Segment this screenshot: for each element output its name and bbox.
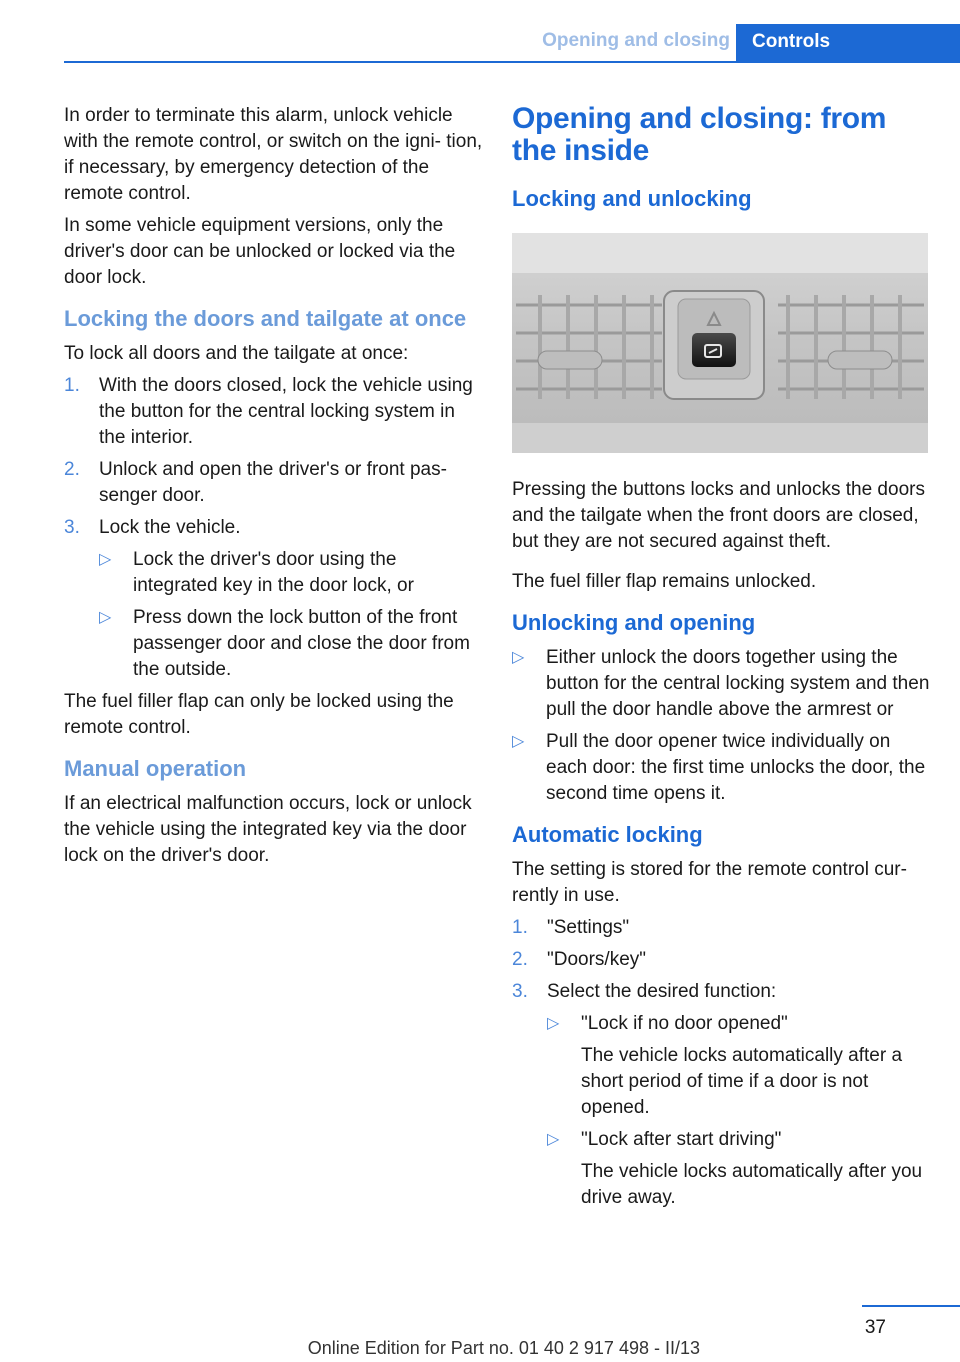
step-text: With the doors closed, lock the vehicle using the button for the central locking system in the interior. [99, 375, 473, 448]
list-item [64, 373, 484, 451]
step-text: "Doors/key" [547, 949, 647, 970]
step-number: 1. [512, 917, 528, 938]
list-item [64, 457, 484, 509]
triangle-bullet-icon: ▷ [512, 649, 525, 666]
step-text: Lock the vehicle. [99, 517, 241, 538]
triangle-bullet-icon: ▷ [99, 551, 112, 568]
list-item [512, 915, 932, 941]
fuel-note: The fuel filler flap can only be locked using the remote control. [64, 691, 454, 738]
option-description: The vehicle locks automatically after you drive away. [581, 1161, 923, 1208]
header-chapter-tab: Controls [736, 24, 960, 61]
list-item [99, 605, 484, 683]
unlocking-bullet-list [512, 645, 932, 807]
page-number: 37 [864, 1317, 886, 1338]
step-number: 3. [64, 517, 80, 538]
step-text: Unlock and open the driver's or front pas- senger door. [99, 459, 447, 506]
locking-once-heading: Locking the doors and tailgate at once [64, 306, 467, 331]
edition-footer: Online Edition for Part no. 01 40 2 917 498 - II/13 [307, 1338, 700, 1358]
central-locking-button-image [512, 233, 928, 453]
sub-bullet-text: Press down the lock button of the front passenger door and close the door from the outside. [133, 607, 470, 680]
bullet-text: Pull the door opener twice individually on each door: the first time unlocks the door, the second time opens it. [546, 731, 926, 804]
step-text: "Settings" [547, 917, 630, 938]
automatic-locking-heading: Automatic locking [512, 822, 703, 847]
triangle-bullet-icon: ▷ [547, 1015, 560, 1032]
locking-unlocking-heading: Locking and unlocking [512, 186, 752, 211]
step-number: 2. [64, 459, 80, 480]
sub-bullet-text: Lock the driver's door using the integrated key in the door lock, or [133, 549, 414, 596]
automatic-locking-steps [512, 915, 932, 1211]
list-item [512, 729, 932, 807]
triangle-bullet-icon: ▷ [99, 609, 112, 626]
list-item [512, 645, 932, 723]
locking-once-intro: To lock all doors and the tailgate at once: [64, 343, 409, 364]
intro-paragraph-1: In order to terminate this alarm, unlock vehicle with the remote control, or switch on the igni- tion, if necessary, by emergency detection of the remote control. [64, 105, 483, 204]
list-item [64, 515, 484, 683]
step-number: 2. [512, 949, 528, 970]
unlocking-opening-heading: Unlocking and opening [512, 610, 756, 635]
header-rule [64, 61, 960, 63]
option-title: "Lock if no door opened" [581, 1013, 788, 1034]
step-number: 1. [64, 375, 80, 396]
fuel-flap-text: The fuel filler flap remains unlocked. [512, 571, 817, 592]
function-options-list [547, 1011, 932, 1211]
list-item [547, 1127, 932, 1211]
manual-operation-heading: Manual operation [64, 756, 247, 781]
manual-operation-text: If an electrical malfunction occurs, lock or unlock the vehicle using the integrated key via the door lock on the driver's door. [64, 793, 472, 866]
bullet-text: Either unlock the doors together using the button for the central locking system and then pull the door handle above the armrest or [546, 647, 930, 720]
locking-steps-list [64, 373, 484, 683]
page-title: Opening and closing: from the inside [512, 102, 887, 167]
automatic-locking-intro: The setting is stored for the remote control cur- rently in use. [512, 859, 907, 906]
step-sub-list [99, 547, 484, 683]
intro-paragraph-2: In some vehicle equipment versions, only the driver's door can be unlocked or locked via the door lock. [64, 215, 456, 288]
triangle-bullet-icon: ▷ [512, 733, 525, 750]
option-description: The vehicle locks automatically after a short period of time if a door is not opened. [581, 1045, 903, 1118]
list-item [512, 979, 932, 1211]
triangle-bullet-icon: ▷ [547, 1131, 560, 1148]
step-number: 3. [512, 981, 528, 1002]
header-section-title: Opening and closing [542, 30, 730, 51]
list-item [547, 1011, 932, 1121]
footer-rule [862, 1305, 960, 1307]
left-column [64, 103, 484, 875]
step-text: Select the desired function: [547, 981, 777, 1002]
right-column [512, 103, 932, 1217]
list-item [512, 947, 932, 973]
option-title: "Lock after start driving" [581, 1129, 782, 1150]
press-buttons-text: Pressing the buttons locks and unlocks the doors and the tailgate when the front doors are closed, but they are not secured against theft. [512, 479, 925, 552]
list-item [99, 547, 484, 599]
